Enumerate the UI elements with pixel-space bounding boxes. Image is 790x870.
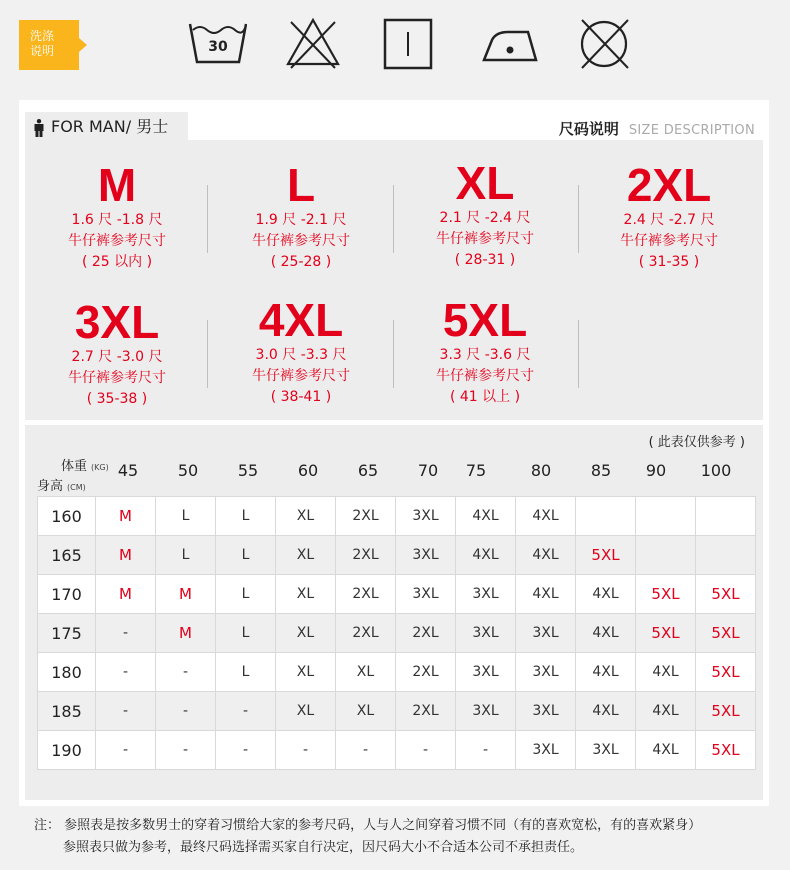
iron-low-icon — [480, 12, 540, 72]
size-cell: 4XL — [576, 653, 636, 692]
size-cell: 2XL — [336, 575, 396, 614]
size-card-l — [209, 160, 393, 273]
size-cell: 4XL — [636, 692, 696, 731]
size-description-title — [559, 118, 755, 139]
size-cell: XL — [336, 653, 396, 692]
size-range: ( 31-35 ) — [638, 254, 700, 270]
size-cell: 2XL — [396, 653, 456, 692]
size-cell: XL — [276, 614, 336, 653]
table-row — [38, 731, 756, 770]
size-card-4xl — [209, 295, 393, 408]
size-cell: - — [336, 731, 396, 770]
size-cell: - — [216, 731, 276, 770]
height-axis-label — [37, 475, 86, 494]
weight-header: 85 — [590, 461, 612, 480]
size-cell: - — [96, 731, 156, 770]
height-cell: 185 — [38, 692, 96, 731]
size-cell — [576, 497, 636, 536]
size-cell: M — [156, 575, 216, 614]
divider — [393, 185, 394, 253]
size-cell: - — [276, 731, 336, 770]
line-dry-icon — [380, 12, 440, 72]
size-cell: 5XL — [636, 614, 696, 653]
height-cell: 170 — [38, 575, 96, 614]
height-cell: 165 — [38, 536, 96, 575]
footnote-line2: 参照表只做为参考，最终尺码选择需买家自行决定，因尺码大小不合适本公司不承担责任。 — [63, 840, 584, 855]
height-unit: (CM) — [67, 483, 86, 492]
size-cell: M — [96, 497, 156, 536]
size-cell: 3XL — [456, 692, 516, 731]
size-cell: 4XL — [516, 536, 576, 575]
size-title-cn: 尺码说明 — [558, 120, 619, 138]
size-code: M — [97, 159, 137, 211]
size-code: XL — [455, 157, 515, 209]
size-cell: XL — [276, 497, 336, 536]
size-cell: XL — [336, 692, 396, 731]
size-cell: 4XL — [516, 497, 576, 536]
size-cell: 5XL — [696, 575, 756, 614]
height-label: 身高 — [37, 479, 64, 494]
for-man-label — [25, 112, 188, 142]
size-cell: - — [96, 614, 156, 653]
footnote-line1: 注： 参照表是按多数男士的穿着习惯给大家的参考尺码，人与人之间穿着习惯不同（有的喜欢宽松，有的喜欢紧身） — [34, 818, 702, 833]
size-code: L — [286, 159, 316, 211]
height-cell: 160 — [38, 497, 96, 536]
size-height: 2.4 尺 -2.7 尺 — [623, 212, 715, 228]
size-code: 5XL — [442, 294, 528, 346]
size-cell: 4XL — [456, 497, 516, 536]
weight-label: 体重 — [61, 459, 88, 474]
size-cell: 5XL — [696, 653, 756, 692]
divider — [578, 185, 579, 253]
size-cell: XL — [276, 536, 336, 575]
size-range: ( 35-38 ) — [86, 391, 148, 407]
size-cell: L — [156, 497, 216, 536]
weight-header: 70 — [417, 461, 439, 480]
size-cell: L — [216, 614, 276, 653]
size-panel — [19, 100, 769, 806]
size-card-m — [25, 160, 209, 273]
weight-header: 50 — [177, 461, 199, 480]
size-ref: 牛仔裤参考尺寸 — [620, 233, 718, 249]
size-cell: 4XL — [576, 614, 636, 653]
size-cell: 3XL — [396, 536, 456, 575]
size-cell: XL — [276, 692, 336, 731]
size-range: ( 38-41 ) — [270, 389, 332, 405]
size-cell: 3XL — [516, 692, 576, 731]
size-cell: 2XL — [336, 614, 396, 653]
height-cell: 175 — [38, 614, 96, 653]
size-cell: - — [156, 653, 216, 692]
size-cell: 3XL — [516, 653, 576, 692]
table-row — [38, 614, 756, 653]
size-cell: 3XL — [456, 653, 516, 692]
table-row — [38, 575, 756, 614]
size-cell: 5XL — [696, 614, 756, 653]
footnote — [34, 815, 701, 859]
wash-instructions — [0, 0, 790, 85]
size-ref: 牛仔裤参考尺寸 — [252, 368, 350, 384]
size-cell: - — [396, 731, 456, 770]
size-cell: 4XL — [636, 731, 696, 770]
weight-header: 90 — [645, 461, 667, 480]
size-cell: 4XL — [456, 536, 516, 575]
size-cell: 5XL — [696, 731, 756, 770]
size-cell: M — [96, 575, 156, 614]
weight-header: 100 — [700, 461, 732, 480]
weight-header: 60 — [297, 461, 319, 480]
size-cell: M — [156, 614, 216, 653]
no-bleach-icon — [283, 12, 343, 72]
size-range: ( 25 以内 ) — [81, 254, 153, 270]
size-card-5xl — [393, 295, 577, 408]
size-cell — [696, 536, 756, 575]
size-cell: 4XL — [576, 575, 636, 614]
size-cell: 3XL — [576, 731, 636, 770]
wash-tag-line1: 洗涤 — [30, 29, 55, 43]
size-cell: 5XL — [576, 536, 636, 575]
size-card-2xl — [577, 160, 761, 273]
size-cell: 5XL — [696, 692, 756, 731]
size-cell: 4XL — [576, 692, 636, 731]
panel-header — [19, 100, 769, 140]
divider — [207, 320, 208, 388]
size-height: 2.1 尺 -2.4 尺 — [439, 210, 531, 226]
weight-header: 65 — [357, 461, 379, 480]
size-cell — [636, 497, 696, 536]
size-cell: L — [216, 575, 276, 614]
weight-unit: (KG) — [91, 463, 109, 472]
wash-tag — [19, 20, 79, 70]
table-row — [38, 653, 756, 692]
size-range: ( 25-28 ) — [270, 254, 332, 270]
divider — [578, 320, 579, 388]
height-cell: 190 — [38, 731, 96, 770]
size-cell: - — [156, 731, 216, 770]
size-cell: XL — [276, 653, 336, 692]
wash-temp-label: 30 — [208, 39, 228, 55]
size-cell: - — [96, 692, 156, 731]
size-cell: 3XL — [456, 614, 516, 653]
size-cell: XL — [276, 575, 336, 614]
size-range: ( 41 以上 ) — [449, 389, 521, 405]
size-cell: 4XL — [636, 653, 696, 692]
divider — [393, 320, 394, 388]
size-cell — [696, 497, 756, 536]
size-cell: 3XL — [396, 497, 456, 536]
size-cell: 3XL — [456, 575, 516, 614]
size-cell: - — [96, 653, 156, 692]
size-card-3xl — [25, 297, 209, 410]
size-cell: L — [156, 536, 216, 575]
size-ref: 牛仔裤参考尺寸 — [436, 368, 534, 384]
size-code: 4XL — [258, 294, 344, 346]
size-ref: 牛仔裤参考尺寸 — [252, 233, 350, 249]
weight-header: 80 — [530, 461, 552, 480]
no-dryclean-icon — [576, 12, 636, 72]
man-icon — [33, 119, 45, 137]
wash-tag-line2: 说明 — [30, 44, 55, 58]
weight-header: 75 — [465, 461, 487, 480]
size-grid — [37, 496, 756, 770]
size-cell — [636, 536, 696, 575]
size-height: 3.3 尺 -3.6 尺 — [439, 347, 531, 363]
weight-header: 55 — [237, 461, 259, 480]
size-cell: 2XL — [396, 692, 456, 731]
size-range: ( 28-31 ) — [454, 252, 516, 268]
size-cell: L — [216, 497, 276, 536]
size-cell: 4XL — [516, 575, 576, 614]
wash-30-icon — [187, 12, 247, 72]
size-ref: 牛仔裤参考尺寸 — [436, 231, 534, 247]
height-cell: 180 — [38, 653, 96, 692]
size-cell: 2XL — [396, 614, 456, 653]
size-cell: - — [156, 692, 216, 731]
size-cell: 2XL — [336, 536, 396, 575]
for-man-text: FOR MAN/ 男士 — [51, 117, 169, 136]
size-cell: 5XL — [636, 575, 696, 614]
size-cards — [25, 140, 763, 420]
size-height: 2.7 尺 -3.0 尺 — [71, 349, 163, 365]
size-code: 3XL — [74, 296, 160, 348]
table-row — [38, 692, 756, 731]
size-cell: - — [216, 692, 276, 731]
size-card-xl — [393, 158, 577, 271]
size-cell: 3XL — [396, 575, 456, 614]
size-ref: 牛仔裤参考尺寸 — [68, 370, 166, 386]
table-row — [38, 497, 756, 536]
size-cell: 2XL — [336, 497, 396, 536]
table-row — [38, 536, 756, 575]
size-ref: 牛仔裤参考尺寸 — [68, 233, 166, 249]
size-height: 1.9 尺 -2.1 尺 — [255, 212, 347, 228]
size-cell: L — [216, 536, 276, 575]
size-height: 1.6 尺 -1.8 尺 — [71, 212, 163, 228]
weight-header: 45 — [117, 461, 139, 480]
size-height: 3.0 尺 -3.3 尺 — [255, 347, 347, 363]
size-cell: 3XL — [516, 731, 576, 770]
size-cell: - — [456, 731, 516, 770]
size-code: 2XL — [626, 159, 712, 211]
table-note: ( 此表仅供参考 ) — [648, 435, 745, 450]
size-cell: M — [96, 536, 156, 575]
size-cell: L — [216, 653, 276, 692]
size-table-box — [25, 425, 763, 800]
size-cell: 3XL — [516, 614, 576, 653]
size-title-en: SIZE DESCRIPTION — [628, 123, 755, 138]
divider — [207, 185, 208, 253]
